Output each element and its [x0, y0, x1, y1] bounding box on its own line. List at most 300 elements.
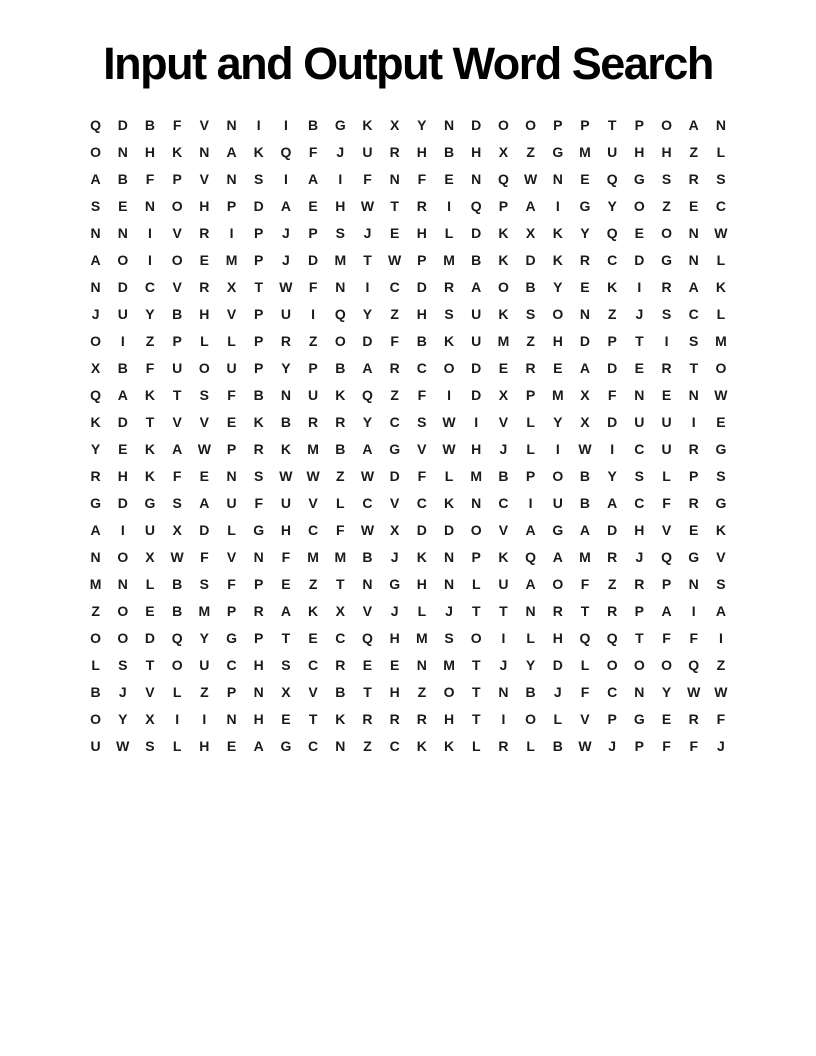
grid-letter: I	[120, 332, 125, 349]
grid-letter: T	[145, 413, 155, 430]
grid-letter: T	[607, 116, 617, 133]
grid-letter: R	[661, 278, 672, 295]
grid-letter: P	[580, 116, 590, 133]
grid-letter: N	[144, 197, 156, 214]
grid-letter: D	[634, 251, 645, 268]
grid-letter: S	[716, 575, 726, 592]
grid-letter: O	[606, 656, 618, 673]
grid-letter: F	[336, 521, 345, 538]
grid-letter: Z	[308, 332, 318, 349]
grid-letter: T	[689, 359, 698, 376]
grid-letter: N	[443, 116, 455, 133]
grid-letter: E	[498, 359, 509, 376]
grid-letter: P	[226, 440, 237, 457]
grid-letter: G	[552, 521, 564, 538]
grid-letter: D	[117, 413, 128, 430]
grid-letter: A	[525, 575, 536, 592]
grid-letter: A	[579, 521, 591, 538]
grid-letter: O	[552, 305, 564, 322]
grid-letter: E	[389, 656, 400, 673]
grid-letter: F	[281, 548, 291, 565]
grid-letter: R	[389, 359, 400, 376]
grid-letter: I	[501, 710, 506, 727]
grid-letter: G	[552, 143, 564, 160]
grid-letter: W	[578, 440, 592, 457]
grid-letter: S	[335, 224, 345, 241]
grid-letter: Z	[417, 683, 427, 700]
grid-letter: N	[280, 386, 291, 403]
grid-letter: Y	[417, 116, 427, 133]
grid-letter: G	[90, 494, 102, 511]
grid-letter: E	[145, 602, 155, 619]
grid-letter: D	[443, 521, 455, 538]
grid-letter: O	[552, 575, 564, 592]
grid-letter: X	[90, 359, 101, 376]
grid-letter: R	[416, 197, 427, 214]
grid-letter: G	[715, 440, 727, 457]
grid-letter: V	[417, 440, 427, 457]
grid-letter: V	[389, 494, 400, 511]
grid-letter: O	[171, 197, 183, 214]
grid-letter: D	[579, 332, 591, 349]
grid-letter: O	[552, 467, 564, 484]
grid-letter: A	[688, 116, 699, 133]
grid-letter: F	[580, 575, 590, 592]
grid-letter: A	[90, 251, 101, 268]
grid-letter: G	[144, 494, 156, 511]
grid-letter: U	[280, 494, 291, 511]
grid-letter: Z	[336, 467, 345, 484]
grid-letter: K	[335, 386, 346, 403]
grid-letter: L	[91, 656, 100, 673]
grid-letter: N	[688, 575, 699, 592]
grid-letter: M	[198, 602, 211, 619]
grid-letter: J	[499, 440, 508, 457]
grid-letter: O	[334, 332, 346, 349]
grid-letter: A	[661, 602, 672, 619]
grid-letter: Y	[362, 305, 373, 322]
grid-letter: B	[144, 116, 156, 133]
grid-letter: M	[579, 548, 591, 565]
grid-letter: L	[471, 737, 481, 754]
grid-letter: S	[689, 332, 699, 349]
grid-letter: Y	[553, 278, 563, 295]
grid-letter: R	[525, 359, 536, 376]
grid-letter: R	[443, 278, 455, 295]
grid-letter: B	[498, 467, 509, 484]
grid-letter: M	[307, 548, 319, 565]
grid-letter: N	[552, 170, 563, 187]
grid-letter: J	[390, 602, 399, 619]
grid-letter: G	[661, 251, 672, 268]
grid-letter: D	[607, 521, 618, 538]
grid-letter: R	[579, 251, 591, 268]
grid-letter: F	[417, 467, 427, 484]
grid-letter: W	[360, 521, 375, 538]
grid-letter: Y	[607, 197, 617, 214]
grid-letter: T	[336, 575, 345, 592]
grid-letter: L	[526, 440, 535, 457]
grid-letter: Q	[334, 305, 346, 322]
grid-letter: L	[417, 602, 427, 619]
grid-letter: H	[199, 737, 210, 754]
grid-letter: K	[498, 251, 509, 268]
grid-letter: R	[688, 440, 699, 457]
grid-letter: A	[688, 278, 699, 295]
grid-letter: O	[90, 710, 102, 727]
grid-letter: G	[389, 575, 401, 592]
grid-letter: G	[688, 548, 700, 565]
grid-letter: L	[526, 629, 535, 646]
grid-letter: O	[470, 521, 482, 538]
grid-letter: X	[145, 710, 155, 727]
grid-letter: N	[715, 116, 726, 133]
grid-letter: L	[336, 494, 345, 511]
grid-letter: J	[717, 737, 725, 754]
grid-letter: V	[716, 548, 726, 565]
grid-letter: K	[144, 440, 156, 457]
grid-letter: P	[172, 170, 182, 187]
grid-letter: E	[634, 224, 645, 241]
grid-letter: V	[498, 413, 509, 430]
grid-letter: W	[279, 467, 293, 484]
grid-letter: Q	[661, 548, 672, 565]
grid-letter: Q	[606, 170, 618, 187]
grid-letter: U	[226, 494, 237, 511]
grid-letter: H	[253, 710, 264, 727]
grid-letter: F	[716, 710, 726, 727]
grid-letter: T	[390, 197, 399, 214]
grid-letter: O	[90, 629, 102, 646]
grid-letter: D	[552, 656, 563, 673]
grid-letter: M	[334, 548, 347, 565]
grid-letter: Q	[688, 656, 700, 673]
grid-letter: V	[362, 602, 373, 619]
grid-letter: P	[634, 737, 645, 754]
grid-letter: R	[688, 710, 699, 727]
grid-letter: A	[525, 521, 536, 538]
grid-letter: Z	[390, 386, 399, 403]
grid-letter: H	[389, 629, 400, 646]
grid-letter: C	[688, 305, 699, 322]
grid-letter: D	[607, 413, 618, 430]
grid-letter: C	[389, 413, 400, 430]
grid-letter: S	[444, 305, 454, 322]
grid-letter: A	[362, 359, 373, 376]
grid-letter: M	[307, 440, 319, 457]
grid-letter: M	[225, 251, 238, 268]
grid-letter: Z	[526, 143, 535, 160]
grid-letter: I	[555, 440, 560, 457]
grid-letter: N	[688, 251, 699, 268]
grid-letter: T	[254, 278, 263, 295]
grid-letter: J	[118, 683, 127, 700]
grid-letter: Q	[171, 629, 183, 646]
grid-letter: T	[580, 602, 590, 619]
grid-letter: M	[497, 332, 510, 349]
grid-letter: Y	[118, 710, 128, 727]
grid-letter: P	[254, 575, 264, 592]
grid-letter: D	[471, 359, 482, 376]
grid-letter: P	[634, 602, 645, 619]
grid-letter: F	[200, 548, 209, 565]
grid-letter: A	[525, 197, 536, 214]
grid-letter: J	[336, 143, 345, 160]
grid-letter: C	[607, 251, 618, 268]
grid-letter: H	[552, 629, 563, 646]
grid-letter: N	[90, 224, 101, 241]
grid-letter: U	[308, 386, 319, 403]
grid-letter: V	[308, 494, 318, 511]
grid-letter: F	[308, 278, 318, 295]
grid-letter: U	[607, 143, 618, 160]
grid-letter: D	[525, 251, 536, 268]
grid-letter: N	[498, 683, 509, 700]
grid-letter: Z	[390, 305, 399, 322]
grid-letter: V	[226, 548, 237, 565]
grid-letter: P	[254, 359, 264, 376]
grid-letter: N	[253, 683, 264, 700]
grid-letter: K	[498, 224, 509, 241]
grid-letter: A	[253, 737, 264, 754]
grid-letter: U	[471, 332, 482, 349]
grid-letter: D	[117, 116, 128, 133]
grid-letter: V	[661, 521, 672, 538]
grid-letter: L	[200, 332, 209, 349]
grid-letter: J	[635, 305, 644, 322]
grid-letter: B	[335, 359, 346, 376]
grid-letter: Y	[281, 359, 291, 376]
grid-letter: W	[578, 737, 592, 754]
grid-letter: A	[471, 278, 482, 295]
grid-letter: S	[661, 305, 672, 322]
grid-letter: N	[335, 278, 346, 295]
grid-letter: I	[283, 116, 288, 133]
grid-letter: S	[199, 575, 210, 592]
grid-letter: B	[172, 602, 183, 619]
grid-letter: A	[90, 170, 101, 187]
grid-letter: C	[498, 494, 509, 511]
grid-letter: G	[633, 170, 645, 187]
grid-letter: O	[117, 629, 129, 646]
grid-letter: R	[335, 656, 346, 673]
grid-letter: R	[661, 359, 672, 376]
grid-letter: I	[664, 332, 669, 349]
grid-letter: O	[171, 251, 183, 268]
grid-letter: V	[172, 224, 182, 241]
grid-letter: B	[117, 359, 128, 376]
grid-letter: L	[172, 683, 182, 700]
grid-letter: M	[470, 467, 483, 484]
grid-letter: E	[444, 170, 454, 187]
grid-letter: Q	[470, 197, 482, 214]
grid-letter: K	[715, 521, 726, 538]
grid-letter: K	[443, 332, 455, 349]
grid-letter: F	[689, 737, 698, 754]
grid-letter: D	[199, 521, 210, 538]
grid-letter: E	[661, 386, 672, 403]
grid-letter: M	[579, 143, 591, 160]
grid-letter: E	[199, 467, 210, 484]
grid-letter: K	[144, 467, 156, 484]
grid-letter: U	[498, 575, 509, 592]
grid-letter: S	[118, 656, 128, 673]
grid-letter: C	[144, 278, 156, 295]
grid-letter: T	[635, 332, 644, 349]
grid-letter: N	[471, 494, 482, 511]
grid-letter: K	[443, 737, 455, 754]
grid-letter: S	[444, 629, 454, 646]
grid-letter: H	[416, 224, 427, 241]
grid-letter: H	[117, 467, 128, 484]
grid-letter: Q	[579, 629, 591, 646]
grid-letter: Y	[362, 413, 373, 430]
grid-letter: R	[253, 602, 264, 619]
word-search-grid	[82, 111, 735, 759]
grid-letter: S	[145, 737, 155, 754]
grid-letter: L	[662, 467, 671, 484]
grid-letter: P	[607, 710, 617, 727]
grid-letter: W	[523, 170, 538, 187]
grid-letter: I	[474, 413, 479, 430]
grid-letter: O	[661, 224, 672, 241]
grid-letter: B	[90, 683, 101, 700]
grid-letter: B	[579, 494, 591, 511]
grid-letter: K	[362, 116, 373, 133]
grid-letter: S	[525, 305, 536, 322]
grid-letter: A	[552, 548, 563, 565]
grid-letter: F	[662, 494, 671, 511]
grid-letter: N	[335, 737, 346, 754]
grid-letter: C	[416, 359, 427, 376]
grid-letter: X	[172, 521, 182, 538]
grid-letter: N	[416, 656, 427, 673]
grid-letter: C	[308, 656, 319, 673]
grid-letter: U	[634, 413, 645, 430]
grid-letter: L	[444, 467, 454, 484]
grid-letter: V	[308, 683, 318, 700]
grid-letter: O	[90, 143, 102, 160]
grid-letter: S	[254, 467, 264, 484]
grid-letter: R	[607, 548, 618, 565]
grid-letter: O	[633, 656, 645, 673]
grid-letter: L	[580, 656, 590, 673]
grid-letter: M	[89, 575, 102, 592]
grid-letter: W	[714, 386, 728, 403]
grid-letter: W	[714, 683, 728, 700]
grid-letter: Q	[280, 143, 292, 160]
grid-letter: U	[172, 359, 183, 376]
grid-letter: D	[607, 359, 618, 376]
grid-letter: A	[90, 521, 101, 538]
grid-letter: L	[227, 332, 236, 349]
grid-letter: W	[170, 548, 184, 565]
grid-letter: R	[308, 413, 319, 430]
grid-letter: O	[117, 602, 129, 619]
grid-letter: H	[416, 143, 427, 160]
grid-letter: V	[199, 413, 210, 430]
grid-letter: H	[199, 305, 210, 322]
grid-letter: H	[199, 197, 210, 214]
grid-letter: I	[610, 440, 615, 457]
grid-letter: C	[308, 737, 319, 754]
grid-letter: C	[389, 278, 400, 295]
page-title: Input and Output Word Search	[103, 38, 713, 89]
grid-letter: I	[691, 602, 696, 619]
grid-letter: P	[172, 332, 182, 349]
grid-letter: C	[308, 521, 319, 538]
grid-letter: Y	[607, 467, 617, 484]
grid-letter: R	[634, 575, 645, 592]
grid-letter: N	[525, 602, 536, 619]
grid-letter: I	[202, 710, 207, 727]
grid-letter: N	[90, 278, 101, 295]
grid-letter: O	[443, 359, 455, 376]
grid-letter: P	[254, 305, 264, 322]
grid-letter: I	[447, 386, 451, 403]
grid-letter: T	[363, 251, 372, 268]
grid-letter: I	[120, 521, 125, 538]
grid-letter: S	[716, 170, 726, 187]
grid-letter: N	[226, 116, 237, 133]
grid-letter: I	[283, 170, 288, 187]
grid-letter: B	[579, 467, 591, 484]
grid-letter: G	[280, 737, 292, 754]
grid-letter: T	[281, 629, 291, 646]
grid-letter: B	[308, 116, 319, 133]
grid-letter: A	[226, 143, 237, 160]
grid-letter: F	[308, 143, 318, 160]
grid-letter: I	[148, 224, 152, 241]
grid-letter: Z	[689, 143, 698, 160]
grid-letter: B	[172, 575, 183, 592]
grid-letter: O	[661, 116, 672, 133]
grid-letter: I	[447, 197, 451, 214]
grid-letter: Q	[362, 386, 373, 403]
grid-letter: D	[471, 224, 482, 241]
grid-letter: G	[579, 197, 591, 214]
grid-letter: I	[311, 305, 316, 322]
grid-letter: Y	[525, 656, 536, 673]
grid-letter: D	[471, 116, 482, 133]
grid-letter: H	[471, 440, 482, 457]
grid-letter: F	[145, 359, 155, 376]
grid-letter: N	[90, 548, 101, 565]
grid-letter: B	[335, 683, 346, 700]
grid-letter: F	[417, 386, 427, 403]
grid-letter: Y	[90, 440, 101, 457]
grid-letter: T	[471, 683, 481, 700]
grid-letter: B	[280, 413, 291, 430]
grid-letter: Q	[525, 548, 537, 565]
grid-letter: W	[388, 251, 402, 268]
grid-letter: I	[718, 629, 723, 646]
grid-letter: B	[525, 278, 536, 295]
grid-letter: M	[715, 332, 727, 349]
grid-letter: E	[199, 251, 210, 268]
grid-letter: C	[634, 494, 645, 511]
grid-letter: I	[148, 251, 152, 268]
grid-letter: D	[416, 521, 427, 538]
grid-letter: D	[362, 332, 373, 349]
grid-letter: N	[253, 548, 264, 565]
grid-letter: K	[172, 143, 183, 160]
grid-letter: P	[525, 386, 536, 403]
grid-letter: H	[471, 143, 482, 160]
grid-letter: K	[280, 440, 291, 457]
grid-letter: O	[443, 683, 455, 700]
grid-letter: I	[501, 629, 506, 646]
